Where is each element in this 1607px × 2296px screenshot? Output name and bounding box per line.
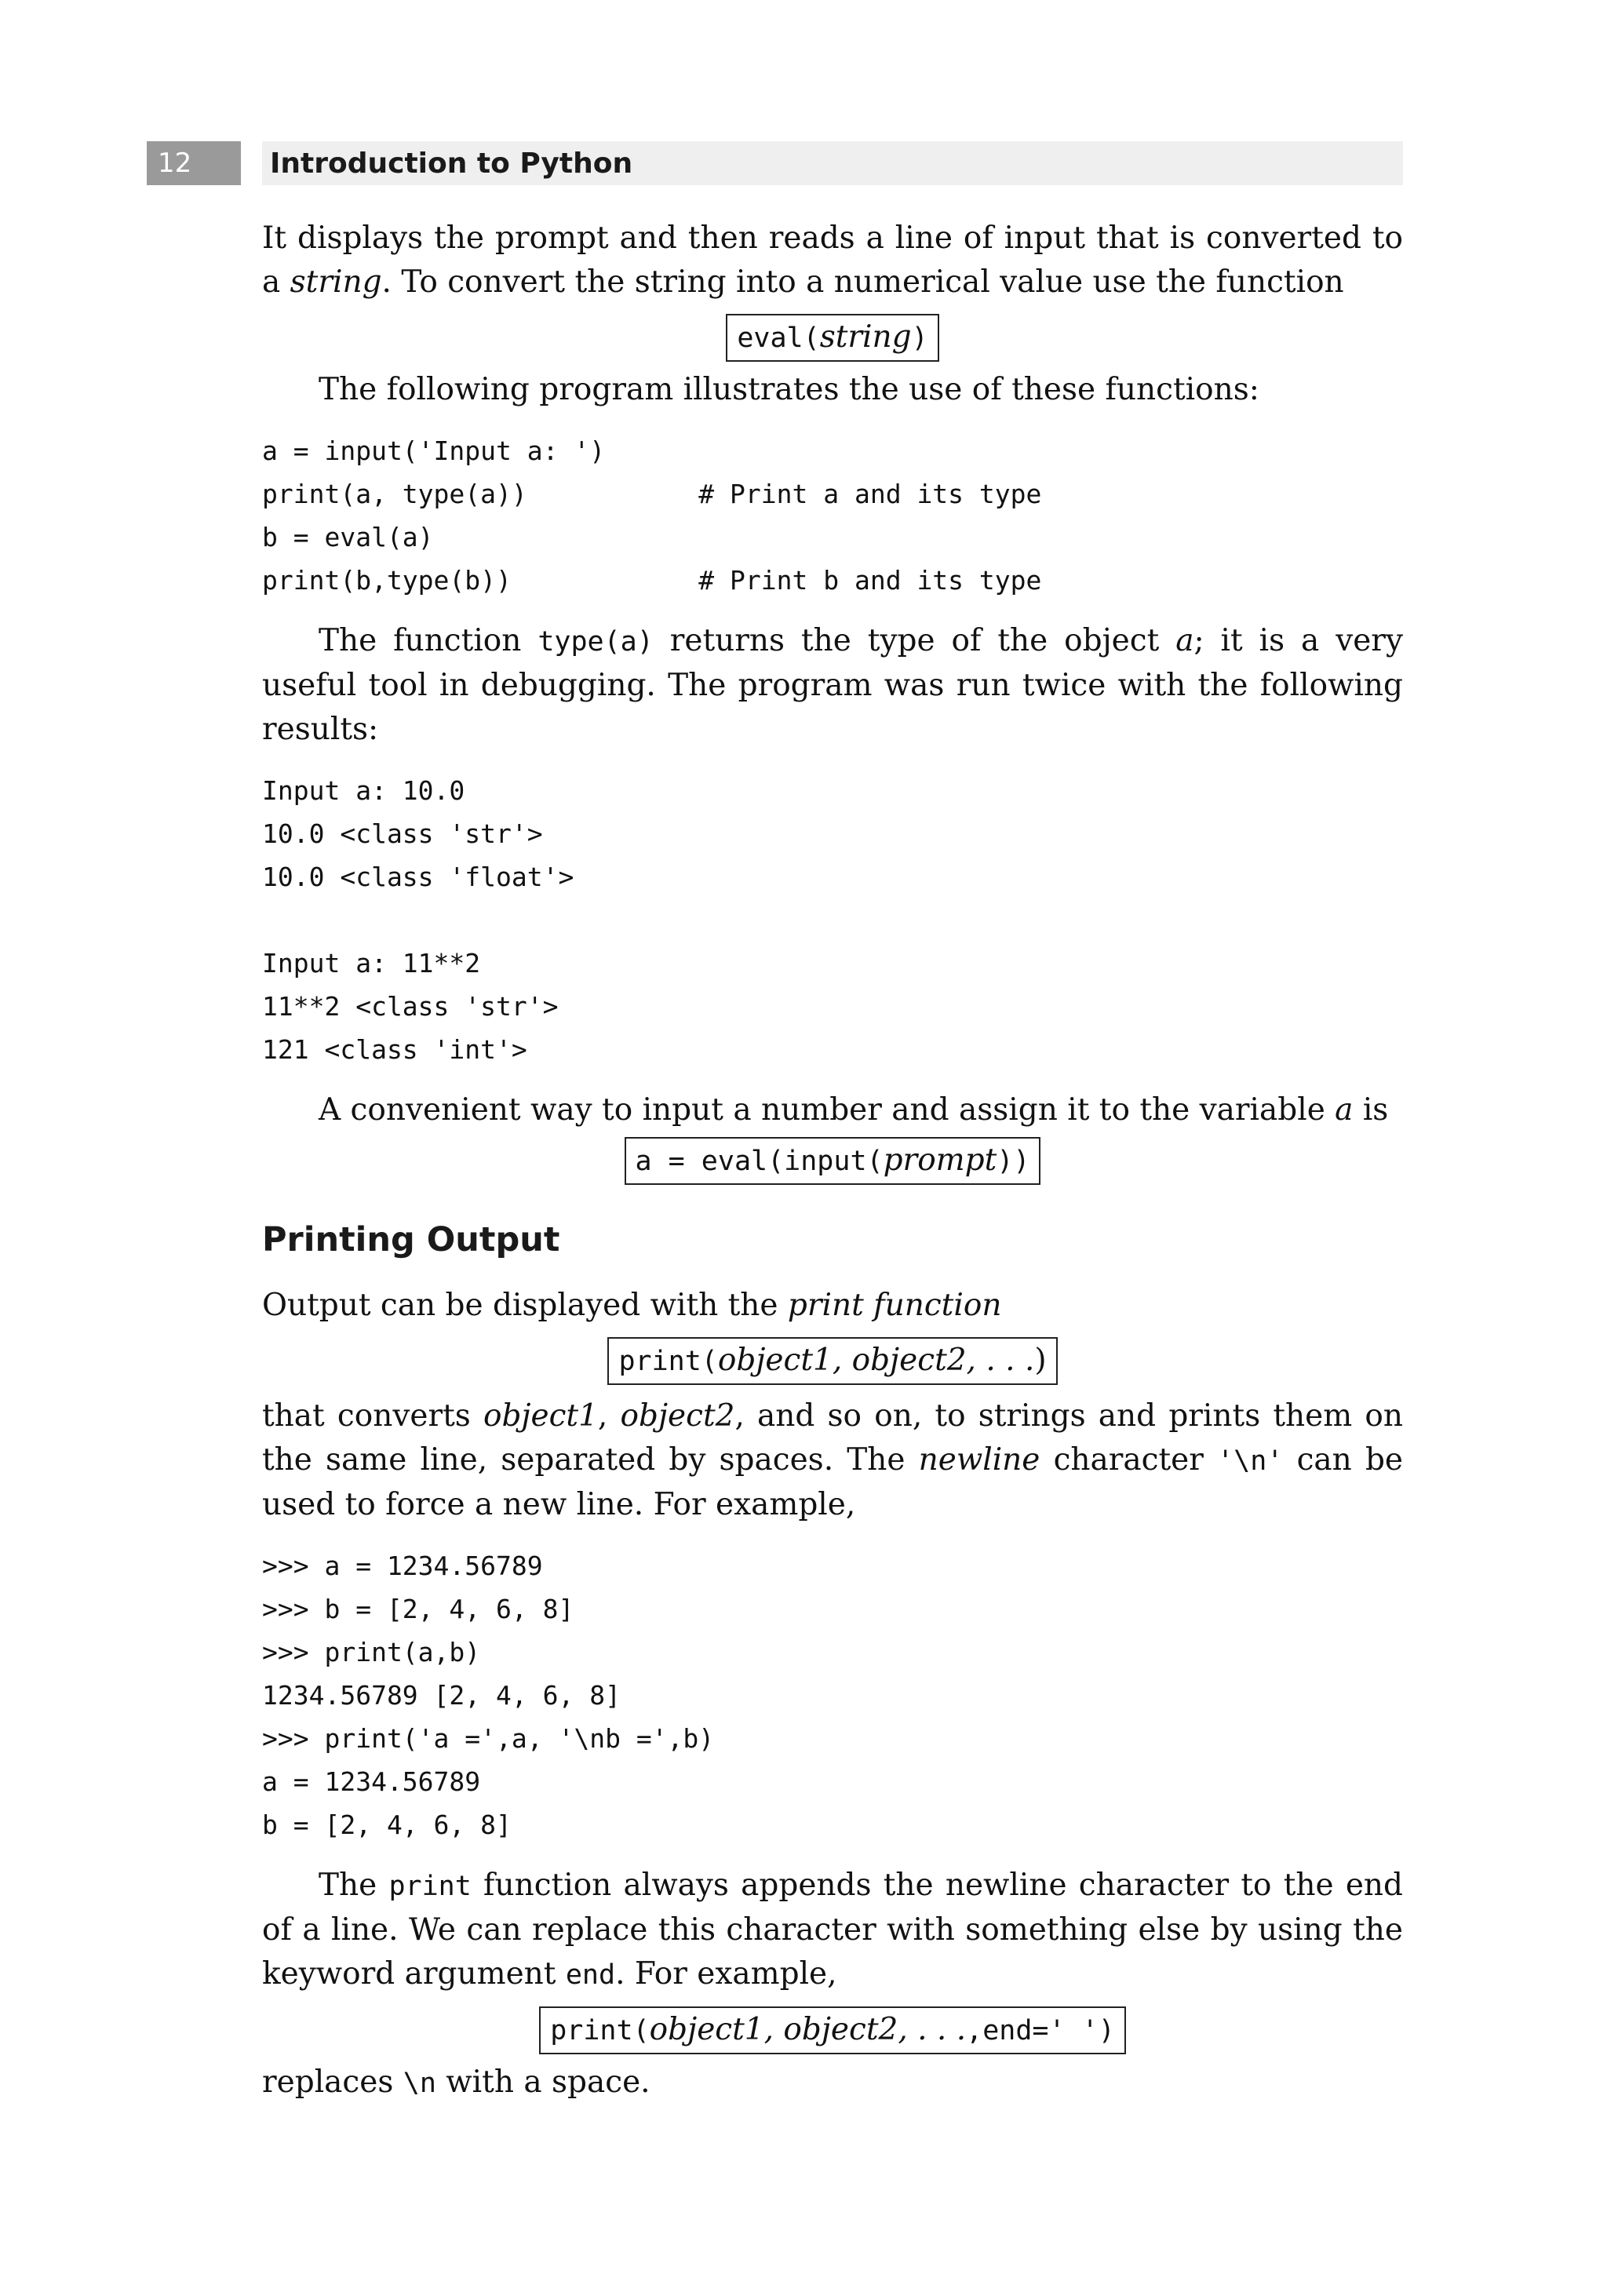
running-header [262, 141, 1403, 185]
inline-code: end [565, 1959, 616, 1991]
text: It displays the prompt and then reads a line of input that is converted to a [262, 220, 1403, 300]
code: ) [911, 323, 928, 354]
formula-box-input [625, 1137, 1041, 1185]
formula-box-print [607, 1337, 1057, 1385]
text: The [319, 1868, 389, 1903]
text: with a space. [435, 2065, 650, 2100]
text: replaces [262, 2065, 403, 2100]
text: . To convert the string into a numerical value use the function [381, 264, 1344, 300]
paragraph-print-description [262, 1394, 1403, 1527]
formula-print-row [262, 1337, 1403, 1385]
code: ) [1034, 1343, 1047, 1378]
code-block-print-example: >>> a = 1234.56789 >>> b = [2, 4, 6, 8] >>> print(a,b) 1234.56789 [2, 4, 6, 8] >>> print('a =',a, '\nb =',b) a = 1234.56789 b = [2, 4, 6, 8] [262, 1551, 715, 1840]
emphasis: print function [787, 1288, 1002, 1323]
emphasis: object1, object2, . . . [649, 2012, 967, 2047]
emphasis: string [290, 264, 382, 300]
paragraph-type-function [262, 619, 1403, 752]
formula-end-row [262, 2006, 1403, 2054]
code: eval( [737, 323, 820, 354]
emphasis: a [1335, 1092, 1354, 1128]
formula-box-eval [726, 314, 938, 362]
code: ,end=' ') [966, 2015, 1115, 2046]
inline-code: type(a) [537, 626, 654, 658]
emphasis: object1, object2, . . . [717, 1343, 1035, 1378]
code: print( [618, 1346, 718, 1377]
paragraph-replaces [262, 2061, 1403, 2105]
code-block-program: a = input('Input a: ') print(a, type(a)) # Print a and its type b = eval(a) print(b,type(b)) # Print b and its type [262, 436, 1042, 596]
code: a = eval(input( [635, 1146, 884, 1177]
page-content [262, 217, 1403, 2105]
page-number: 12 [147, 141, 241, 185]
inline-code: \n [403, 2068, 436, 2099]
formula-eval-row [262, 314, 1403, 362]
paragraph-end-argument [262, 1864, 1403, 1997]
paragraph-print-intro [262, 1284, 1403, 1328]
text: returns the type of the object [653, 623, 1176, 658]
emphasis: newline [918, 1442, 1040, 1478]
text: , and so on, to strings and prints them on the same line, separated by spaces. The [262, 1398, 1404, 1478]
text: character [1040, 1442, 1218, 1478]
text: can be used to force a new line. For example, [262, 1442, 1403, 1522]
text: function always appends the newline character to the end of a line. We can replace this character with something else by using the keyword argument [262, 1868, 1404, 1992]
paragraph-convenient-input [262, 1088, 1403, 1132]
text: is [1353, 1092, 1389, 1128]
formula-input-row [262, 1137, 1403, 1185]
running-title: Introduction to Python [270, 147, 633, 180]
emphasis: string [819, 319, 912, 355]
code: print( [550, 2015, 650, 2046]
text: The function [319, 623, 538, 658]
formula-box-end [539, 2006, 1126, 2054]
section-heading: Printing Output [262, 1220, 560, 1259]
emphasis: a [1175, 623, 1194, 658]
text: . For example, [615, 1956, 837, 1992]
text: , [597, 1398, 621, 1434]
emphasis: object1 [483, 1398, 598, 1434]
inline-code: print [388, 1871, 472, 1902]
text: A convenient way to input a number and assign it to the variable [319, 1092, 1336, 1128]
code: )) [997, 1146, 1030, 1177]
emphasis: prompt [883, 1143, 997, 1178]
emphasis: object2 [620, 1398, 735, 1434]
code-block-results: Input a: 10.0 10.0 <class 'str'> 10.0 <class 'float'> Input a: 11**2 11**2 <class 'str'> 121 <class 'int'> [262, 775, 574, 1065]
paragraph-input-intro [262, 217, 1403, 304]
text: ; it is a very useful tool in debugging. The program was run twice with the following results: [262, 623, 1403, 747]
inline-code: '\n' [1217, 1445, 1284, 1477]
paragraph-program-intro: The following program illustrates the use of these functions: [319, 372, 1259, 407]
text: Output can be displayed with the [262, 1288, 788, 1323]
text: that converts [262, 1398, 483, 1434]
